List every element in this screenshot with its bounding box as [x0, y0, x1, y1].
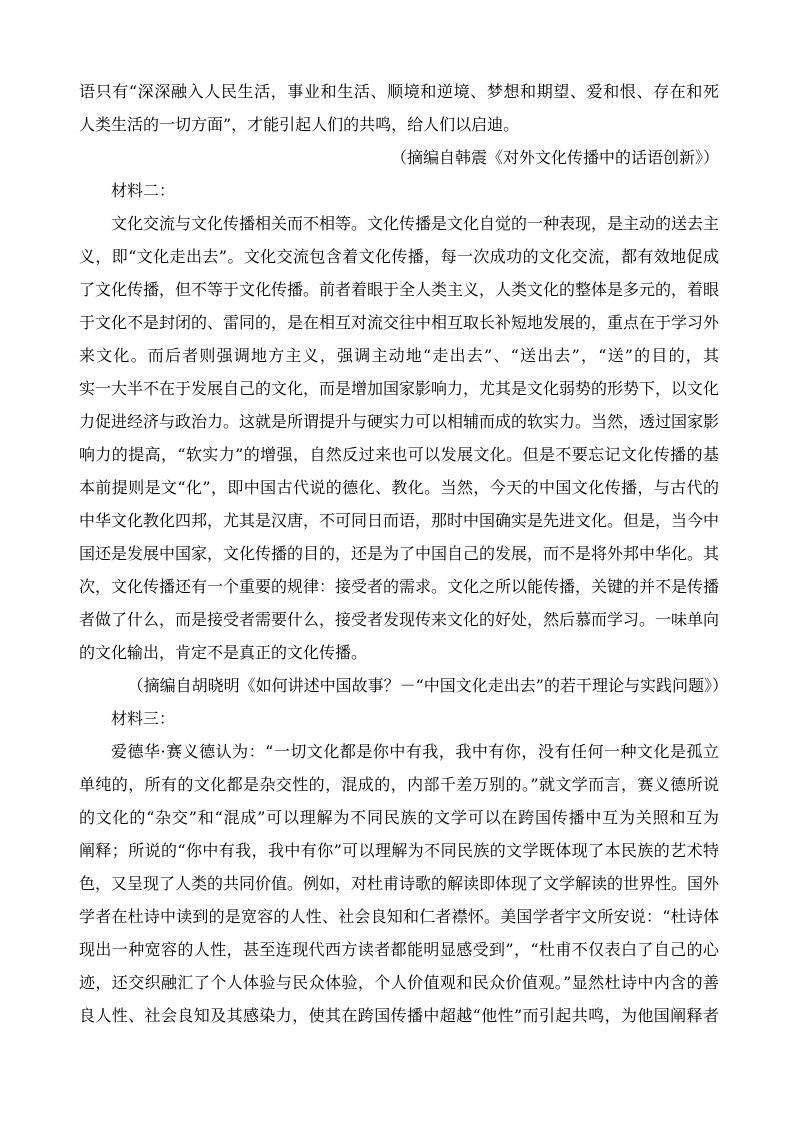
text-line: 色，又呈现了人类的共同价值。例如，对杜甫诗歌的解读即体现了文学解读的世界性。国外 [79, 874, 719, 893]
text-line: 于文化不是封闭的、雷同的，是在相互对流交往中相互取长补短地发展的，重点在于学习外 [79, 313, 719, 332]
source-citation: （摘编自韩震《对外文化传播中的话语创新》） [390, 148, 719, 167]
text-line: 响力的提高，“软实力”的增强，自然反过来也可以发展文化。但是不要忘记文化传播的基 [79, 445, 719, 464]
text-line: 来文化。而后者则强调地方主义，强调主动地“走出去”、“送出去”，“送”的目的，其 [79, 346, 719, 365]
text-line: 次，文化传播还有一个重要的规律：接受者的需求。文化之所以能传播，关键的并不是传播 [79, 577, 719, 596]
text-line: 良人性、社会良知及其感染力，使其在跨国传播中超越“他性”而引起共鸣，为他国阐释者 [79, 1006, 719, 1025]
text-line: 现出一种宽容的人性，甚至连现代西方读者都能明显感受到”，“杜甫不仅表白了自己的心 [79, 940, 719, 959]
text-line: 的文化的“杂交”和“混成”可以理解为不同民族的文学可以在跨国传播中互为关照和互为 [79, 808, 719, 827]
text-line: 了文化传播，但不等于文化传播。前者着眼于全人类主义，人类文化的整体是多元的，着眼 [79, 280, 719, 299]
text-line: 语只有“深深融入人民生活，事业和生活、顺境和逆境、梦想和期望、爱和恨、存在和死 [79, 82, 719, 101]
section-heading: 材料三： [111, 709, 176, 728]
text-line: 国还是发展中国家，文化传播的目的，还是为了中国自己的发展，而不是将外邦中华化。其 [79, 544, 719, 563]
text-line: 人类生活的一切方面”，才能引起人们的共鸣，给人们以启迪。 [79, 115, 520, 134]
text-line: 实一大半不在于发展自己的文化，而是增加国家影响力，尤其是文化弱势的形势下，以文化 [79, 379, 719, 398]
text-line: 迹，还交织融汇了个人体验与民众体验，个人价值观和民众价值观。”显然杜诗中内含的善 [79, 973, 719, 992]
text-line: 中华文化教化四邦，尤其是汉唐，不可同日而语，那时中国确实是先进文化。但是，当今中 [79, 511, 719, 530]
text-line: 本前提则是文“化”，即中国古代说的德化、教化。当然，今天的中国文化传播，与古代的 [79, 478, 719, 497]
text-line: 学者在杜诗中读到的是宽容的人性、社会良知和仁者襟怀。美国学者宇文所安说：“杜诗体 [79, 907, 719, 926]
text-line: 阐释；所说的“你中有我，我中有你”可以理解为不同民族的文学既体现了本民族的艺术特 [79, 841, 719, 860]
section-heading: 材料二： [111, 181, 176, 200]
text-line: 者做了什么，而是接受者需要什么，接受者发现传来文化的好处，然后慕而学习。一味单向 [79, 610, 719, 629]
source-citation: （摘编自胡晓明《如何讲述中国故事？－“中国文化走出去”的若干理论与实践问题》） [127, 676, 728, 695]
text-line: 义，即“文化走出去”。文化交流包含着文化传播，每一次成功的文化交流，都有效地促成 [79, 247, 719, 266]
text-line: 爱德华·赛义德认为：“一切文化都是你中有我，我中有你，没有任何一种文化是孤立 [111, 742, 719, 761]
text-line: 的文化输出，肯定不是真正的文化传播。 [79, 643, 368, 662]
text-line: 单纯的，所有的文化都是杂交性的，混成的，内部千差万别的。”就文学而言，赛义德所说 [79, 775, 719, 794]
text-line: 力促进经济与政治力。这就是所谓提升与硬实力可以相辅而成的软实力。当然，透过国家影 [79, 412, 719, 431]
text-line: 文化交流与文化传播相关而不相等。文化传播是文化自觉的一种表现，是主动的送去主 [111, 214, 719, 233]
